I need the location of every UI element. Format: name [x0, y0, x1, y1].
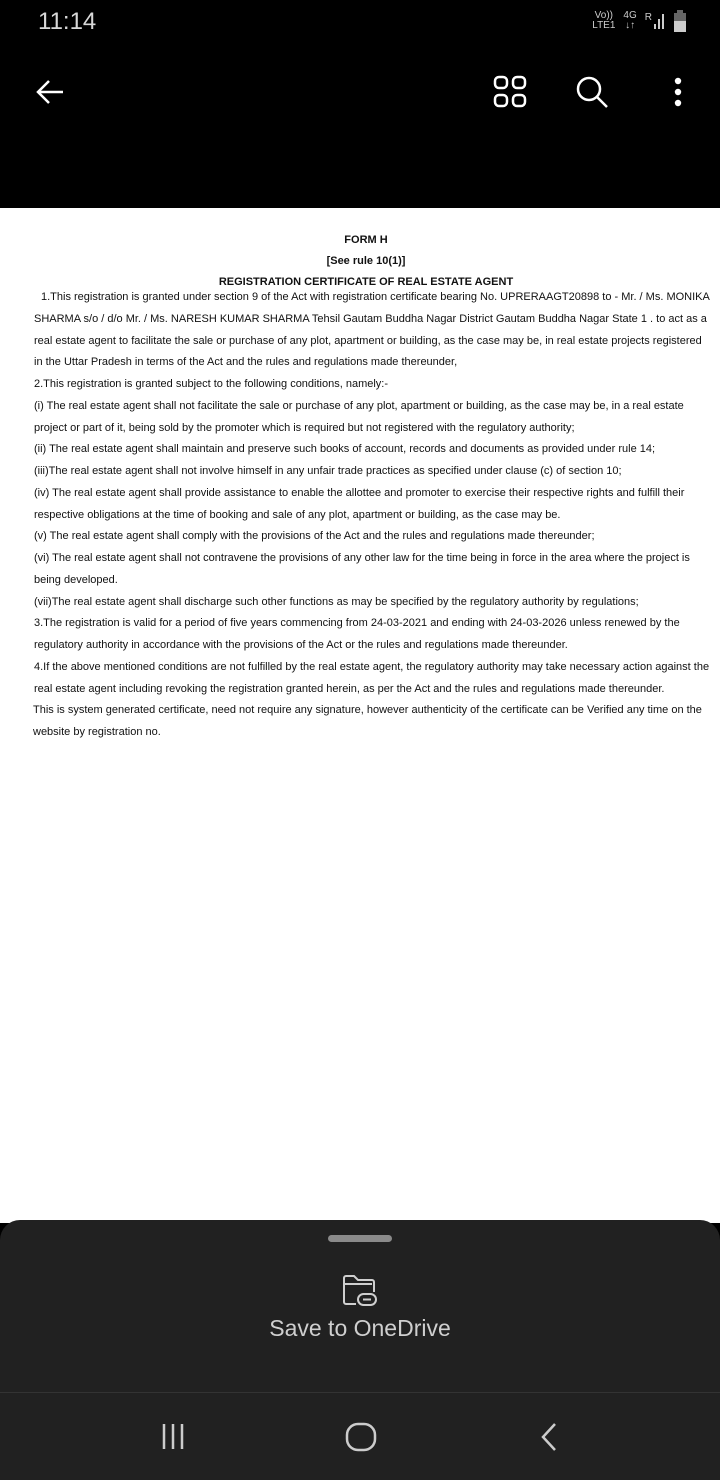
home-button[interactable] — [336, 1417, 386, 1457]
nav-back-icon — [524, 1417, 574, 1457]
nav-back-button[interactable] — [524, 1417, 574, 1457]
paragraph: (i) The real estate agent shall not facilitate the sale or purchase of any plot, apartment or building, as the case may be, in a real estate project or part of it, being sold by the promoter which is required but not registered with the regulatory authority; — [34, 399, 684, 434]
thumbnails-button[interactable] — [490, 70, 530, 114]
certificate-body — [34, 287, 710, 744]
footer-note: This is system generated certificate, need not require any signature, however authenticity of the certificate can be Verified any time on the website by registration no. — [33, 704, 702, 738]
app-bar — [0, 48, 720, 208]
paragraph: (iii)The real estate agent shall not involve himself in any unfair trade practices as specified under clause (c) of section 10; — [34, 465, 622, 477]
paragraph: (ii) The real estate agent shall maintain and preserve such books of account, records and documents as provided under rule 14; — [34, 443, 656, 456]
status-time: 11:14 — [38, 8, 97, 35]
search-button[interactable] — [572, 70, 612, 114]
drag-handle[interactable] — [328, 1235, 392, 1242]
paragraph: 2.This registration is granted subject to the following conditions, namely:- — [34, 378, 389, 390]
roaming-label: R — [644, 12, 652, 23]
more-options-button[interactable] — [658, 70, 698, 114]
recents-icon — [150, 1417, 200, 1457]
navigation-bar — [0, 1392, 720, 1480]
back-button[interactable] — [30, 70, 70, 114]
data-arrows-icon: ↓↑ — [625, 20, 636, 31]
network-label: 4G — [623, 10, 637, 21]
folder-link-icon — [342, 1274, 378, 1308]
paragraph: (iv) The real estate agent shall provide assistance to enable the allottee and promoter to exercise their respective rights and fulfill their respective obligations at the time of booking and sale of any plot, apartment or building, as the case may be. — [34, 486, 685, 521]
paragraph: 3.The registration is valid for a period of five years commencing from 24-03-2021 and ending with 24-03-2026 unless renewed by the regulatory authority in accordance with the provisions of the Act or the rules and regulations made thereunder. — [34, 617, 680, 651]
paragraph: (vi) The real estate agent shall not contravene the provisions of any other law for the time being in force in the area where the project is being developed. — [34, 552, 690, 586]
save-to-onedrive-label: Save to OneDrive — [269, 1315, 451, 1341]
certificate-heading: REGISTRATION CERTIFICATE OF REAL ESTATE AGENT — [218, 276, 514, 288]
battery-icon — [674, 10, 686, 32]
volte-label: Vo)) — [594, 10, 613, 21]
search-icon — [575, 75, 609, 109]
home-icon — [336, 1417, 386, 1457]
grid-icon — [493, 75, 527, 109]
paragraph: (vii)The real estate agent shall discharge such other functions as may be specified by the regulatory authority by regulations; — [34, 595, 639, 608]
more-vert-icon — [673, 77, 683, 107]
paragraph: (v) The real estate agent shall comply with the provisions of the Act and the rules and regulations made thereunder; — [34, 530, 595, 543]
paragraph: 1.This registration is granted under section 9 of the Act with registration certificate bearing No. UPRERAAGT20898 to - Mr. / Ms. MONIKA SHARMA s/o / d/o Mr. / Ms. NARESH KUMAR SHARMA Tehsil Gautam Buddha Nagar District Gautam Buddha Nagar State 1 . to act as a real estate agent to facilitate the sale or purchase of any plot, apartment or building, as the case may be, in real estate projects registered in the Uttar Pradesh in terms of the Act and the rules and regulations made thereunder, — [34, 291, 710, 369]
recents-button[interactable] — [150, 1417, 200, 1457]
paragraph: 4.If the above mentioned conditions are not fulfilled by the real estate agent, the regulatory authority may take necessary action against the real estate agent including revoking the registration granted herein, as per the Act and the rules and regulations made thereunder. — [34, 660, 710, 695]
status-icons — [592, 10, 686, 32]
form-title: FORM H — [344, 234, 388, 246]
lte-label: LTE1 — [592, 20, 616, 31]
status-bar — [0, 0, 720, 48]
form-subtitle: [See rule 10(1)] — [326, 255, 406, 267]
back-arrow-icon — [35, 78, 65, 106]
signal-icon — [654, 13, 666, 29]
